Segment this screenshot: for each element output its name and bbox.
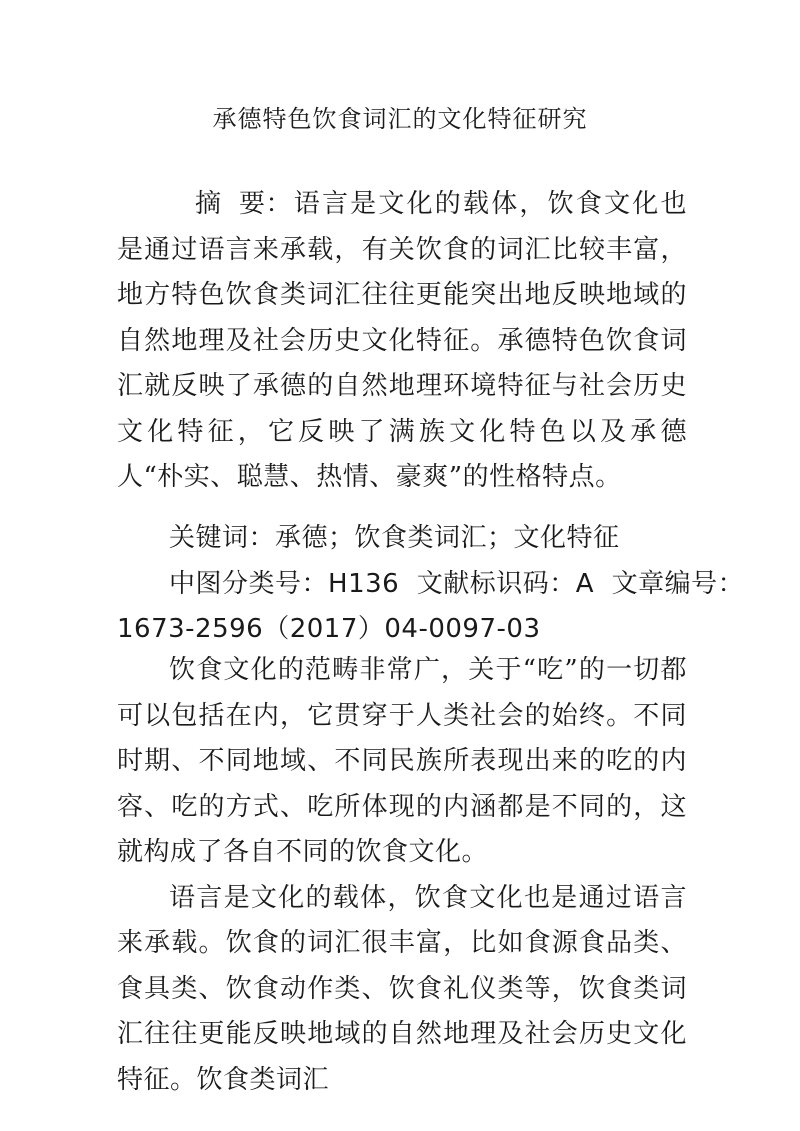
article-no-label: 文章编号： [611, 568, 745, 599]
keywords-label: 关键词： [169, 523, 276, 553]
keywords-value: 承德；饮食类词汇；文化特征 [275, 523, 620, 553]
clc-value: H136 [328, 568, 400, 599]
body-paragraph-2: 语言是文化的载体，饮食文化也是通过语言来承载。饮食的词汇很丰富，比如食源食品类、食具类、饮食动作类、饮食礼仪类等，饮食类词汇往往更能反映地域的自然地理及社会历史文化特征。饮食类词汇 [117, 882, 687, 1095]
metadata-block [117, 516, 745, 653]
body-paragraph-1: 饮食文化的范畴非常广，关于“吃”的一切都可以包括在内，它贯穿于人类社会的始终。不同时期、不同地域、不同民族所表现出来的吃的内容、吃的方式、吃所体现的内涵都是不同的，这就构成了各自不同的饮食文化。 [117, 655, 687, 867]
abstract [117, 182, 687, 501]
keywords-line [117, 516, 687, 562]
abstract-label: 摘 要： [195, 189, 293, 219]
abstract-text: 语言是文化的载体，饮食文化也是通过语言来承载，有关饮食的词汇比较丰富，地方特色饮食类词汇往往更能突出地反映地域的自然地理及社会历史文化特征。承德特色饮食词汇就反映了承德的自然地理环境特征与社会历史文化特征，它反映了满族文化特色以及承德人“朴实、聪慧、热情、豪爽”的性格特点。 [117, 189, 687, 492]
clc-label: 中图分类号： [169, 568, 329, 599]
classification-line [117, 562, 745, 608]
body-text [117, 648, 687, 1103]
doc-code-label: 文献标识码： [416, 568, 576, 599]
doc-code-value: A [575, 568, 595, 599]
article-number: 1673-2596（2017）04-0097-03 [117, 614, 541, 644]
paper-title: 承德特色饮食词汇的文化特征研究 [212, 105, 588, 133]
